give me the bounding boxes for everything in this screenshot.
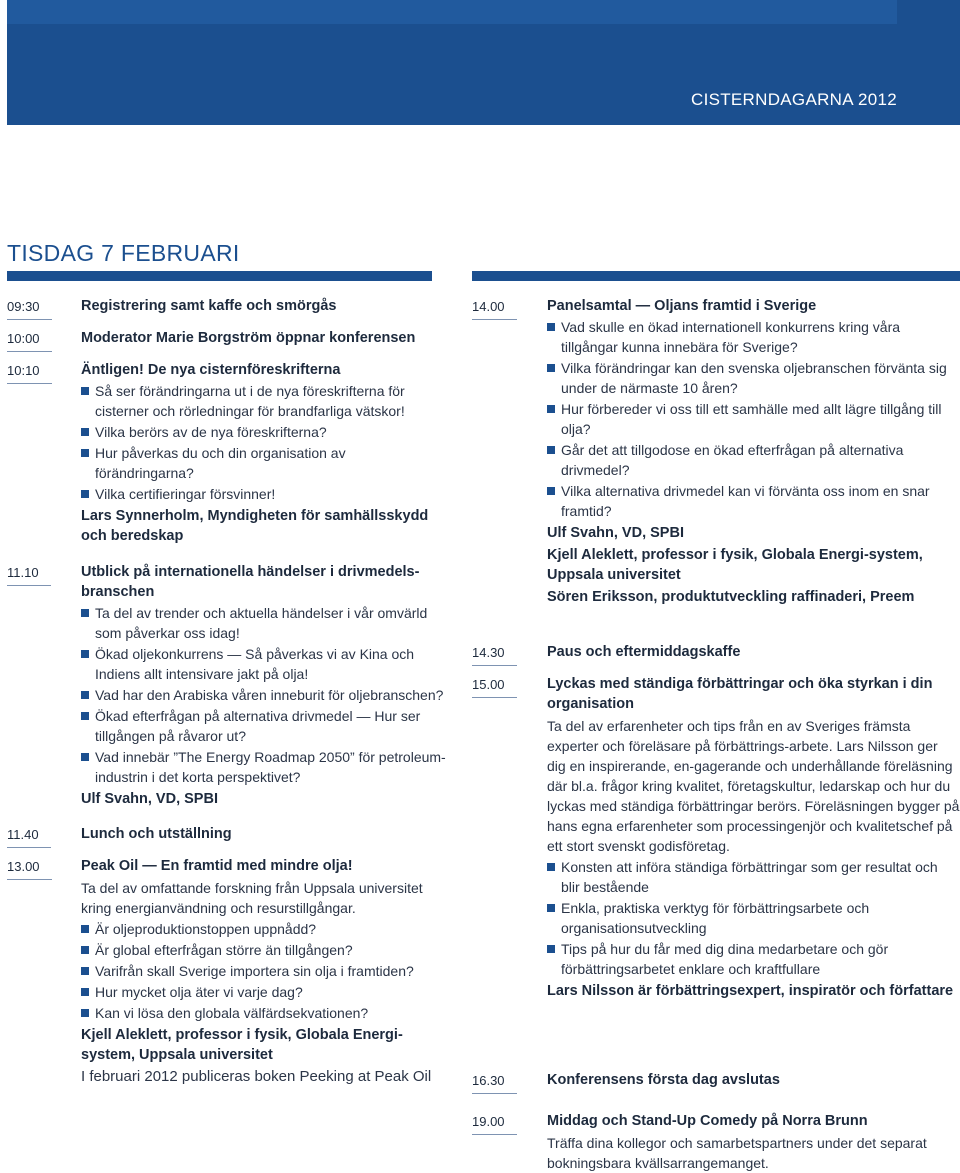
- schedule-body: [547, 1070, 960, 1090]
- bullet-item: Ökad oljekonkurrens — Så påverkas vi av Kina och Indiens allt intensivare jakt på olja!: [81, 644, 447, 684]
- schedule-body: [81, 856, 447, 1087]
- bullet-item: Vilka certifieringar försvinner!: [81, 484, 447, 504]
- schedule-time: 13.00: [7, 857, 40, 877]
- session-description: Ta del av erfarenheter och tips från en av Sveriges främsta experter och föreläsare på förbättrings-arbete. Lars Nilsson ger dig en inspirerande, en-gagerande och underhållande föreläsning där bl.a. frågor kring kvalitet, företagskultur, ledarskap och hur du lyckas med ständiga förbättringar berörs. Föreläsningen bygger på hans egna erfarenheter som processingenjör och kvalitetschef på ett stort svenskt godisföretag.: [547, 718, 960, 854]
- header-banner: [7, 0, 960, 125]
- bullet-item: Kan vi lösa den globala välfärdsekvationen?: [81, 1003, 447, 1023]
- bullet-item: Vad innebär ”The Energy Roadmap 2050” för petroleum-industrin i det korta perspektivet?: [81, 747, 447, 787]
- bullet-item: Hur mycket olja äter vi varje dag?: [81, 982, 447, 1002]
- session-speaker: Ulf Svahn, VD, SPBI: [81, 791, 218, 807]
- session-description: Ta del av omfattande forskning från Uppsala universitet kring energianvändning och resurstillgångar.: [81, 880, 423, 916]
- bullet-item: Konsten att införa ständiga förbättringar som ger resultat och blir bestående: [547, 857, 960, 897]
- bullet-item: Går det att tillgodose en ökad efterfrågan på alternativa drivmedel?: [547, 440, 960, 480]
- schedule-row: [7, 328, 447, 348]
- bullet-item: Hur förbereder vi oss till ett samhälle med allt lägre tillgång till olja?: [547, 399, 960, 439]
- session-title: Lunch och utställning: [81, 826, 232, 842]
- session-title: Peak Oil — En framtid med mindre olja!: [81, 858, 353, 874]
- schedule-time: 09:30: [7, 297, 40, 317]
- schedule-row: [472, 296, 960, 607]
- schedule-time: 10:10: [7, 361, 40, 381]
- session-note: I februari 2012 publiceras boken Peeking at Peak Oil: [81, 1068, 432, 1085]
- header-title: CISTERNDAGARNA 2012: [691, 90, 897, 109]
- bullet-item: Vilka alternativa drivmedel kan vi förvänta oss inom en snar framtid?: [547, 481, 960, 521]
- bullet-item: Vad har den Arabiska våren inneburit för oljebranschen?: [81, 685, 447, 705]
- bullet-item: Enkla, praktiska verktyg för förbättringsarbete och organisationsutveckling: [547, 898, 960, 938]
- schedule-row: [7, 296, 447, 316]
- schedule-body: [81, 296, 447, 316]
- schedule-time: 10:00: [7, 329, 40, 349]
- session-speaker: Lars Nilsson är förbättringsexpert, inspiratör och författare: [547, 983, 954, 999]
- session-title: Registrering samt kaffe och smörgås: [81, 298, 337, 314]
- schedule-time: 14.00: [472, 297, 505, 317]
- schedule-time: 16.30: [472, 1071, 505, 1091]
- schedule-time: 15.00: [472, 675, 505, 695]
- session-speaker: Kjell Aleklett, professor i fysik, Globala Energi-system, Uppsala universitet: [81, 1027, 403, 1063]
- right-column-rule: [472, 271, 960, 281]
- session-title: Paus och eftermiddagskaffe: [547, 644, 741, 660]
- session-speaker: Lars Synnerholm, Myndigheten för samhällsskydd och beredskap: [81, 508, 429, 544]
- schedule-time: 11.40: [7, 825, 39, 845]
- schedule-body: [547, 296, 960, 607]
- schedule-body: [547, 642, 960, 662]
- schedule-body: [81, 360, 447, 546]
- bullet-item: Vilka berörs av de nya föreskrifterna?: [81, 422, 447, 442]
- bullet-item: Ta del av trender och aktuella händelser i vår omvärld som påverkar oss idag!: [81, 603, 447, 643]
- header-strip: [7, 0, 897, 24]
- schedule-row: [472, 674, 960, 1001]
- day-title-rule: [7, 271, 432, 281]
- schedule-body: [547, 674, 960, 1001]
- bullet-item: Hur påverkas du och din organisation av förändringarna?: [81, 443, 447, 483]
- bullet-item: Tips på hur du får med dig dina medarbetare och gör förbättringsarbetet enklare och kraftfullare: [547, 939, 960, 979]
- session-title: Konferensens första dag avslutas: [547, 1072, 780, 1088]
- schedule-time: 11.10: [7, 563, 39, 583]
- bullet-item: Är global efterfrågan större än tillgången?: [81, 940, 447, 960]
- session-description: Träffa dina kollegor och samarbetspartners under det separat bokningsbara kvällsarrangemanget.: [547, 1135, 927, 1171]
- schedule-body: [81, 562, 447, 809]
- session-speaker: Kjell Aleklett, professor i fysik, Globala Energi-system, Uppsala universitet: [547, 547, 923, 583]
- bullet-item: Vad skulle en ökad internationell konkurrens kring våra tillgångar kunna innebära för Sverige?: [547, 317, 960, 357]
- schedule-row: [472, 642, 960, 662]
- schedule-time: 19.00: [472, 1112, 505, 1132]
- schedule-body: [81, 328, 447, 348]
- bullet-item: Ökad efterfrågan på alternativa drivmedel — Hur ser tillgången på råvaror ut?: [81, 706, 447, 746]
- day-title: TISDAG 7 FEBRUARI: [7, 240, 240, 266]
- bullet-item: Är oljeproduktionstoppen uppnådd?: [81, 919, 447, 939]
- session-title: Middag och Stand-Up Comedy på Norra Brunn: [547, 1113, 868, 1129]
- session-speaker: Sören Eriksson, produktutveckling raffinaderi, Preem: [547, 589, 915, 605]
- session-title: Lyckas med ständiga förbättringar och öka styrkan i din organisation: [547, 676, 933, 712]
- session-title: Utblick på internationella händelser i drivmedels-branschen: [81, 564, 420, 600]
- schedule-time: 14.30: [472, 643, 505, 663]
- schedule-row: [7, 360, 447, 546]
- bullet-item: Så ser förändringarna ut i de nya föreskrifterna för cisterner och rörledningar för brandfarliga vätskor!: [81, 381, 447, 421]
- schedule-row: [472, 1070, 960, 1090]
- schedule-row: [472, 1111, 960, 1173]
- session-speaker: Ulf Svahn, VD, SPBI: [547, 525, 684, 541]
- bullet-item: Vilka förändringar kan den svenska oljebranschen förvänta sig under de närmaste 10 åren?: [547, 358, 960, 398]
- schedule-body: [547, 1111, 960, 1173]
- session-title: Äntligen! De nya cisternföreskrifterna: [81, 362, 341, 378]
- schedule-row: [7, 824, 447, 844]
- schedule-row: [7, 856, 447, 1087]
- session-title: Moderator Marie Borgström öppnar konferensen: [81, 330, 416, 346]
- bullet-item: Varifrån skall Sverige importera sin olja i framtiden?: [81, 961, 447, 981]
- schedule-body: [81, 824, 447, 844]
- schedule-row: [7, 562, 447, 809]
- session-title: Panelsamtal — Oljans framtid i Sverige: [547, 298, 817, 314]
